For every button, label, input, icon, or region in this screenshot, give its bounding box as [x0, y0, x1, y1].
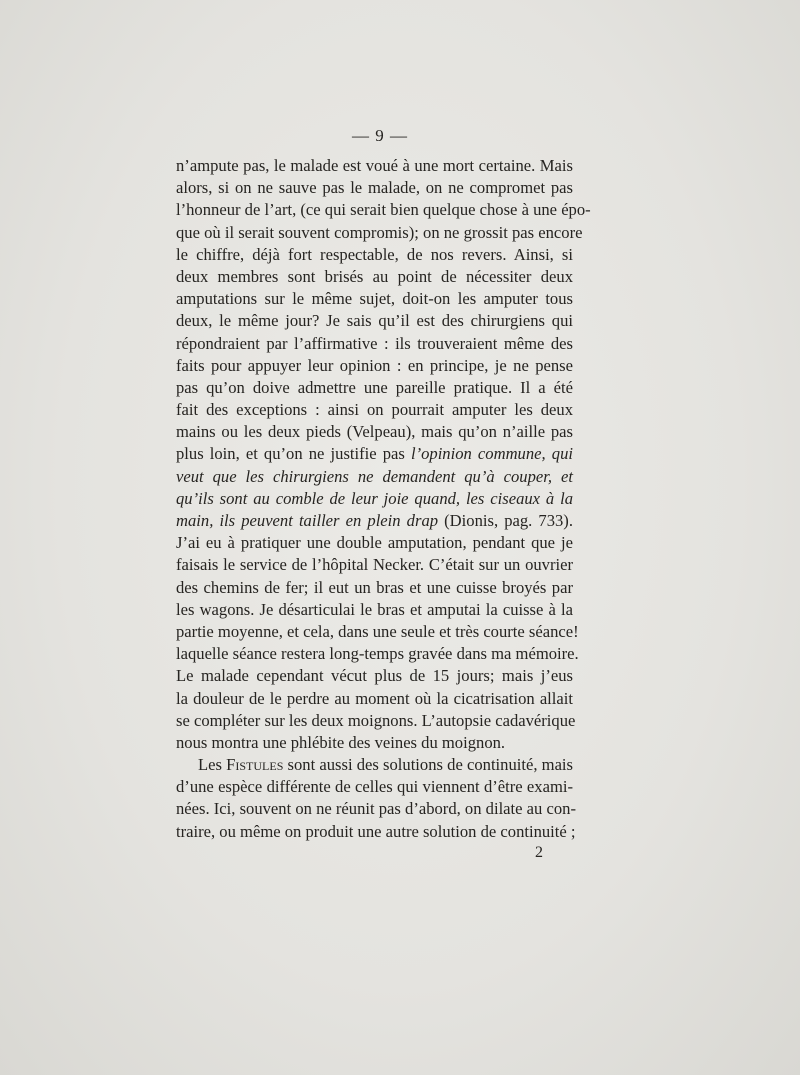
text-segment: le chiffre, déjà fort respectable, de nos revers. Ainsi, si [176, 244, 573, 264]
text-segment: faisais le service de l’hôpital Necker. C’était sur un ouvrier [176, 555, 573, 575]
text-line [176, 754, 573, 776]
text-line [176, 798, 576, 820]
text-line [176, 222, 583, 244]
italic-text: l’opinion commune, qui [410, 444, 573, 464]
text-line [176, 599, 573, 621]
text-line [176, 421, 573, 443]
page-number: — 9 — [352, 126, 408, 145]
text-segment: sont aussi des solutions de continuité, mais [283, 755, 574, 775]
text-line [176, 199, 591, 221]
text-line [176, 288, 573, 310]
text-line [176, 488, 573, 510]
text-segment: Le malade cependant vécut plus de 15 jours; mais j’eus [176, 666, 573, 686]
text-line [176, 466, 573, 488]
text-segment: (Dionis, pag. 733). [438, 511, 573, 530]
text-segment: l’honneur de l’art, (ce qui serait bien quelque chose à une épo- [176, 200, 591, 220]
text-segment: répondraient par l’affirmative : ils trouveraient même des [176, 333, 573, 353]
text-segment: des chemins de fer; il eut un bras et une cuisse broyés par [176, 577, 573, 597]
text-line [176, 510, 573, 532]
text-segment: plus loin, et qu’on ne justifie pas [176, 444, 411, 464]
text-line [176, 710, 576, 732]
text-line [176, 776, 573, 798]
text-line [176, 732, 573, 754]
text-line [176, 821, 576, 843]
text-segment: faits pour appuyer leur opinion : en principe, je ne pense [176, 355, 573, 375]
text-segment: amputations sur le même sujet, doit-on les amputer tous [176, 289, 573, 309]
text-line [176, 643, 579, 665]
text-segment: que où il serait souvent compromis); on ne grossit pas encore [176, 222, 583, 242]
text-line [176, 554, 573, 576]
text-line [176, 377, 573, 399]
text-segment: nous montra une phlébite des veines du moignon. [176, 732, 506, 752]
text-line [176, 310, 573, 332]
body-text [176, 155, 591, 843]
text-segment: Les [198, 755, 227, 775]
text-segment: la douleur de le perdre au moment où la cicatrisation allait [176, 688, 573, 708]
italic-text: main, ils peuvent tailler en plein drap [176, 511, 439, 530]
text-line [176, 333, 573, 355]
signature-mark: 2 [535, 844, 543, 861]
text-line [176, 443, 573, 465]
text-segment: deux, le même jour? Je sais qu’il est des chirurgiens qui [176, 311, 573, 331]
text-segment: alors, si on ne sauve pas le malade, on ne compromet pas [176, 178, 573, 198]
text-segment: traire, ou même on produit une autre solution de continuité ; [176, 821, 576, 841]
text-segment: fait des exceptions : ainsi on pourrait amputer les deux [176, 400, 573, 420]
text-segment: d’une espèce différente de celles qui viennent d’être exami- [176, 777, 573, 797]
text-segment: mains ou les deux pieds (Velpeau), mais qu’on n’aille pas [176, 422, 573, 442]
text-line [176, 177, 573, 199]
small-caps-text: Fistules [226, 755, 284, 775]
text-line [176, 266, 573, 288]
text-line [176, 688, 573, 710]
text-line [176, 577, 573, 599]
text-line [176, 399, 573, 421]
text-segment: partie moyenne, et cela, dans une seule et très courte séance! [176, 621, 579, 641]
italic-text: veut que les chirurgiens ne demandent qu’à couper, et [176, 466, 573, 486]
text-line [176, 665, 573, 687]
text-line [176, 244, 573, 266]
text-segment: nées. Ici, souvent on ne réunit pas d’abord, on dilate au con- [176, 799, 576, 819]
text-segment: J’ai eu à pratiquer une double amputation, pendant que je [176, 533, 573, 553]
text-line [176, 355, 573, 377]
text-segment: deux membres sont brisés au point de nécessiter deux [176, 266, 573, 286]
italic-text: qu’ils sont au comble de leur joie quand, les ciseaux à la [176, 488, 573, 508]
text-line [176, 621, 579, 643]
text-segment: les wagons. Je désarticulai le bras et amputai la cuisse à la [176, 599, 573, 619]
text-segment: se compléter sur les deux moignons. L’autopsie cadavérique [176, 710, 576, 730]
text-line [176, 155, 573, 177]
text-segment: pas qu’on doive admettre une pareille pratique. Il a été [176, 377, 573, 397]
text-segment: n’ampute pas, le malade est voué à une mort certaine. Mais [176, 156, 573, 175]
text-segment: laquelle séance restera long-temps gravée dans ma mémoire. [176, 644, 579, 664]
text-line [176, 532, 573, 554]
